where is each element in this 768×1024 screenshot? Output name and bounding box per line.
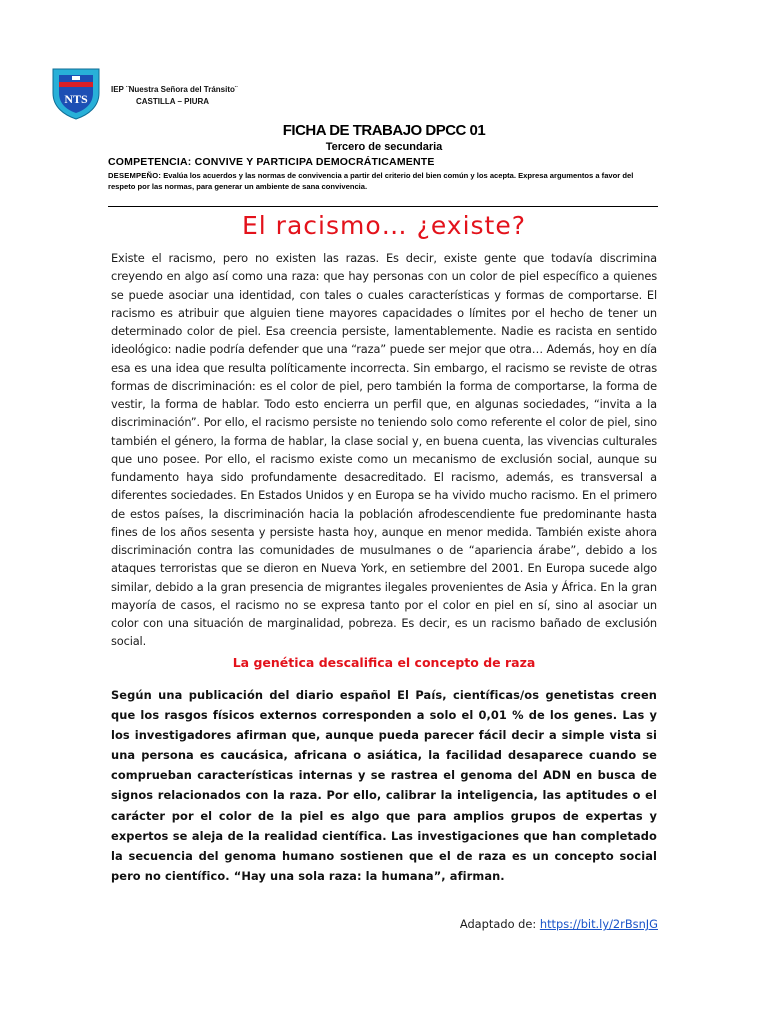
school-crest-logo xyxy=(50,66,102,120)
article-title: El racismo… ¿existe? xyxy=(241,211,527,240)
grade-level: Tercero de secundaria xyxy=(325,141,443,153)
genetics-paragraph: Según una publicación del diario español El País, científicas/os genetistas creen que los rasgos físicos externos corresponden a solo el 0,01 % de los genes. Las y los investigadores afirman que, aunque pueda parecer fácil decir a simple vista si una persona es caucásica, africana o asiática, la facilidad desaparece cuando se comprueban características internas y se rastrea el genoma del ADN en busca de signos relacionados con la raza. Por ello, calibrar la inteligencia, las aptitudes o el carácter por el color de la piel es algo que para amplios grupos de expertas y expertos se aleja de la realidad científica. Las investigaciones que han completado la secuencia del genoma humano sostienen que el de raza es un concepto social pero no científico. “Hay una sola raza: la humana”, afirman. xyxy=(111,688,657,883)
source-credit xyxy=(460,917,658,931)
school-name: IEP ¨Nuestra Señora del Tránsito¨ xyxy=(111,85,238,94)
competencia-label: COMPETENCIA: CONVIVE Y PARTICIPA DEMOCRÁTICAMENTE xyxy=(108,156,435,168)
desempeno-label: DESEMPEÑO: xyxy=(108,171,162,180)
school-location: CASTILLA – PIURA xyxy=(136,97,210,106)
header-divider xyxy=(108,206,658,207)
worksheet-title: FICHA DE TRABAJO DPCC 01 xyxy=(282,122,486,139)
desempeno-text: Evalúa los acuerdos y las normas de convivencia a partir del criterio del bien común y los acepta. Expresa argumentos a favor del respeto por las normas, para generar un ambiente de sana convivencia. xyxy=(108,171,634,191)
crest-letters: NTS xyxy=(64,92,88,106)
source-label: Adaptado de: xyxy=(459,917,537,931)
school-info xyxy=(111,84,238,108)
desempeno-block xyxy=(108,170,658,192)
article-body: Existe el racismo, pero no existen las razas. Es decir, existe gente que todavía discrimina creyendo en algo así como una raza: que hay personas con un color de piel específico a quienes se puede asociar una identidad, con tales o cuales características y formas de comportarse. El racismo es atribuir que alguien tiene mayores capacidades o límites por el hecho de tener un determinado color de piel. Esa creencia persiste, lamentablemente. Nadie es racista en sentido ideológico: nadie podría defender que una “raza” puede ser mejor que otra… Además, hoy en día esa es una idea que resulta políticamente incorrecta. Sin embargo, el racismo se reviste de otras formas de discriminación: es el color de piel, pero también la forma de comportarse, la forma de vestir, la forma de hablar. Todo esto encierra un perfil que, en algunas sociedades, “invita a la discriminación”. Por ello, el racismo persiste no teniendo solo como referente el color de piel, sino también el género, la forma de hablar, la clase social y, en buena cuenta, las vivencias culturales que uno posee. Por ello, el racismo existe como un mecanismo de exclusión social, aunque su fundamento haya sido profundamente desacreditado. El racismo, además, es transversal a diferentes sociedades. En Estados Unidos y en Europa se ha vivido mucho racismo. En el primero de estos países, la discriminación hacia la población afrodescendiente fue predominante hasta fines de los años sesenta y persiste hasta hoy, aunque en menor medida. También existe ahora discriminación contra las comunidades de musulmanes o de “apariencia árabe”, debido a los ataques terroristas que se dieron en Nueva York, en setiembre del 2001. En Europa sucede algo similar, debido a la gran presencia de migrantes ilegales provenientes de Asia y África. En la gran mayoría de casos, el racismo no se expresa tanto por el color en piel en sí, sino al asociar un color con una situación de marginalidad, pobreza. Es decir, es un racismo bañado de exclusión social. xyxy=(111,251,657,649)
section-subtitle: La genética descalifica el concepto de raza xyxy=(232,655,536,670)
source-link[interactable]: https://bit.ly/2rBsnJG xyxy=(539,917,658,931)
